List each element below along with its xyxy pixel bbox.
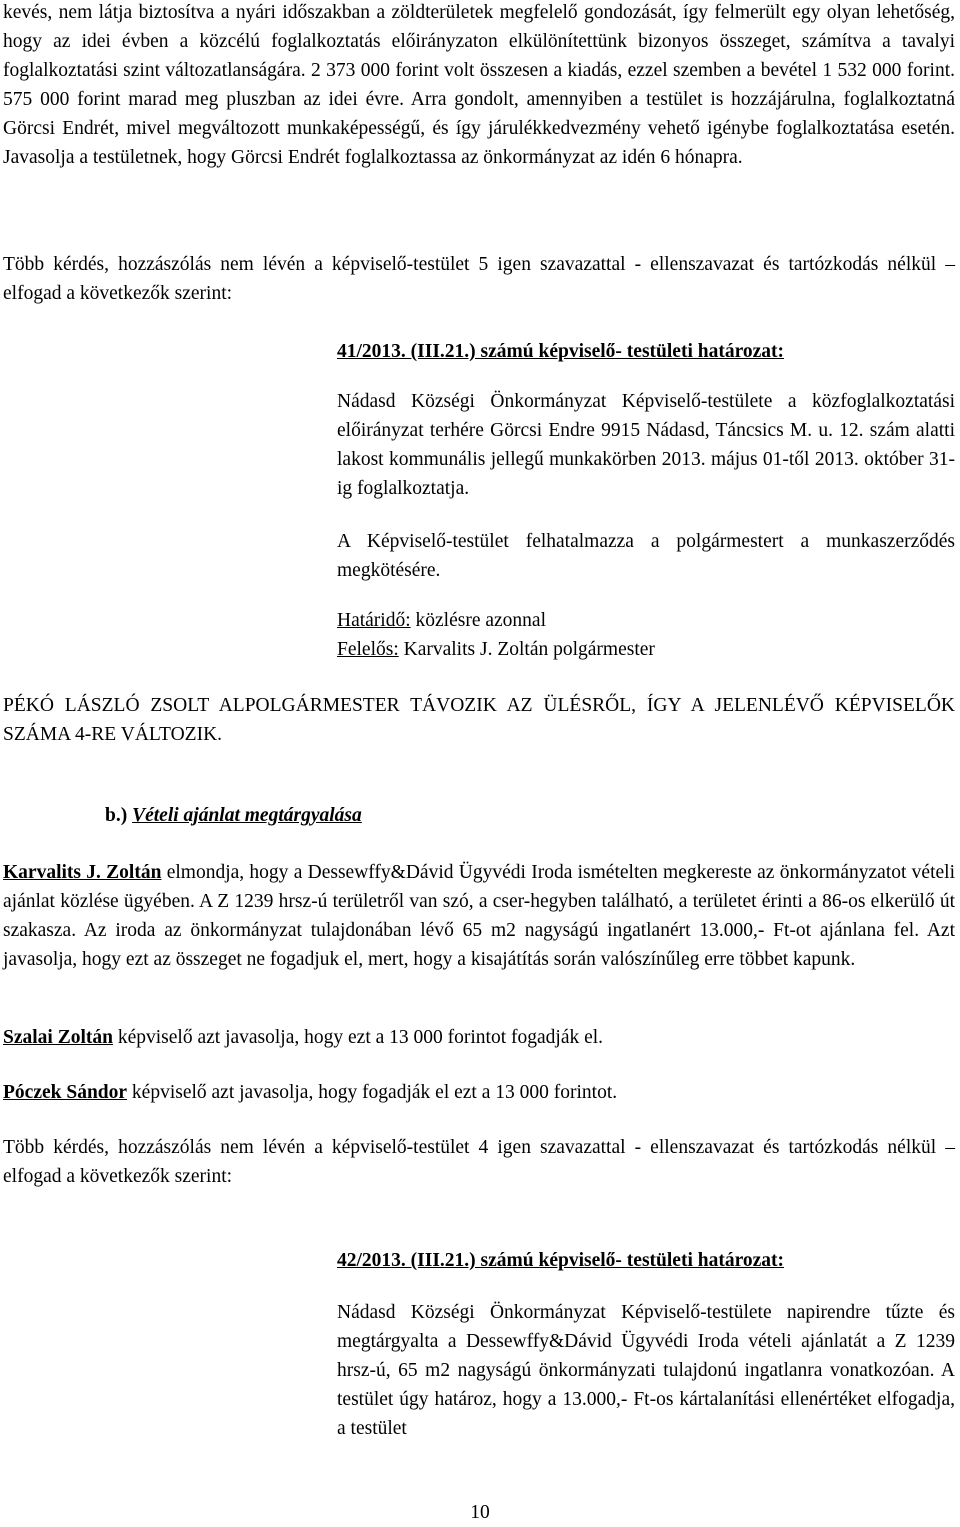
page-number: 10 [470,1502,490,1523]
vote-paragraph-1: Több kérdés, hozzászólás nem lévén a képviselő-testület 5 igen szavazattal - ellenszavazat és tartózkodás nélkül – elfogad a következők szerint: [3,254,955,304]
resolution-42-title [337,1246,955,1275]
speaker1-name: Karvalits J. Zoltán [3,862,162,883]
speaker3-text: képviselő azt javasolja, hogy fogadják el ezt a 13 000 forintot. [127,1082,618,1103]
resolution-42-body: Nádasd Községi Önkormányzat Képviselő-testülete napirendre tűzte és megtárgyalta a Dessewffy&Dávid Ügyvédi Iroda vételi ajánlatát a Z 1239 hrsz-ú, 65 m2 nagyságú önkormányzati tulajdonú ingatlanra vonatkozóan. A testület úgy határoz, hogy a 13.000,- Ft-os kártalanítási ellenértéket elfogadja, a testület [337,1302,955,1439]
section-b-prefix: b.) [105,805,133,826]
speaker2-text: képviselő azt javasolja, hogy ezt a 13 000 forintot fogadják el. [112,1027,604,1048]
responsible-label: Felelős: [337,639,399,660]
responsible-value: Karvalits J. Zoltán polgármester [398,639,655,660]
speaker1-paragraph [3,858,955,974]
resolution-41-body: Nádasd Községi Önkormányzat Képviselő-testülete a közfoglalkoztatási előirányzat terhére Görcsi Endre 9915 Nádasd, Táncsics M. u. 12. szám alatti lakost kommunális jellegű munkakörben 2013. május 01-től 2013. október 31-ig foglalkoztatja. [337,391,955,499]
section-b-heading [105,801,955,830]
resolution-41-deadline [337,606,955,635]
resolution-41-body-2: A Képviselő-testület felhatalmazza a polgármestert a munkaszerződés megkötésére. [337,531,955,581]
intro-paragraph: kevés, nem látja biztosítva a nyári időszakban a zöldterületek megfelelő gondozását, így felmerült egy olyan lehetőség, hogy az idei évben a közcélú foglalkoztatás előirányzaton elkülönítettünk bizonyos összeget, számítva a tavalyi foglalkoztatási szint változatlanságára. 2 373 000 forint volt összesen a kiadás, ezzel szemben a bevétel 1 532 000 forint. 575 000 forint marad meg pluszban az idei évre. Arra gondolt, amennyiben a testület is hozzájárulna, foglalkoztatná Görcsi Endrét, mivel megváltozott munkaképességű, és így járulékkedvezmény vehető igénybe foglalkoztatása esetén. Javasolja a testületnek, hogy Görcsi Endrét foglalkoztassa az önkormányzat az idén 6 hónapra. [3,2,955,168]
section-b-title: Vételi ajánlat megtárgyalása [132,805,362,826]
resolution-41-responsible [337,635,955,664]
resolution-41-title [337,337,955,366]
resolution-42-title-text: 42/2013. (III.21.) számú képviselő- testületi határozat: [337,1250,785,1271]
speaker2-name: Szalai Zoltán [3,1027,113,1048]
vote-paragraph-2: Több kérdés, hozzászólás nem lévén a képviselő-testület 4 igen szavazattal - ellenszavazat és tartózkodás nélkül – elfogad a következők szerint: [3,1137,955,1187]
speaker2-paragraph [3,1023,955,1052]
announcement: PÉKÓ LÁSZLÓ ZSOLT ALPOLGÁRMESTER TÁVOZIK AZ ÜLÉSRŐL, ÍGY A JELENLÉVŐ KÉPVISELŐK SZÁMA 4-RE VÁLTOZIK. [3,695,955,745]
deadline-label: Határidő: [337,610,411,631]
speaker1-text: elmondja, hogy a Dessewffy&Dávid Ügyvédi Iroda ismételten megkereste az önkormányzatot vételi ajánlat közlése ügyében. A Z 1239 hrsz-ú területről van szó, a cser-hegyben található, a területet érinti a 86-os elkerülő út szakasza. Az iroda az önkormányzat tulajdonában lévő 65 m2 nagyságú ingatlanért 13.000,- Ft-ot ajánlana fel. Azt javasolja, hogy ezt az összeget ne fogadjuk el, mert, hogy a kisajátítás során valószínűleg erre többet kapunk. [3,862,955,970]
speaker3-name: Póczek Sándor [3,1082,128,1103]
speaker3-paragraph [3,1078,955,1107]
deadline-value: közlésre azonnal [410,610,546,631]
resolution-41-title-text: 41/2013. (III.21.) számú képviselő- testületi határozat: [337,341,785,362]
